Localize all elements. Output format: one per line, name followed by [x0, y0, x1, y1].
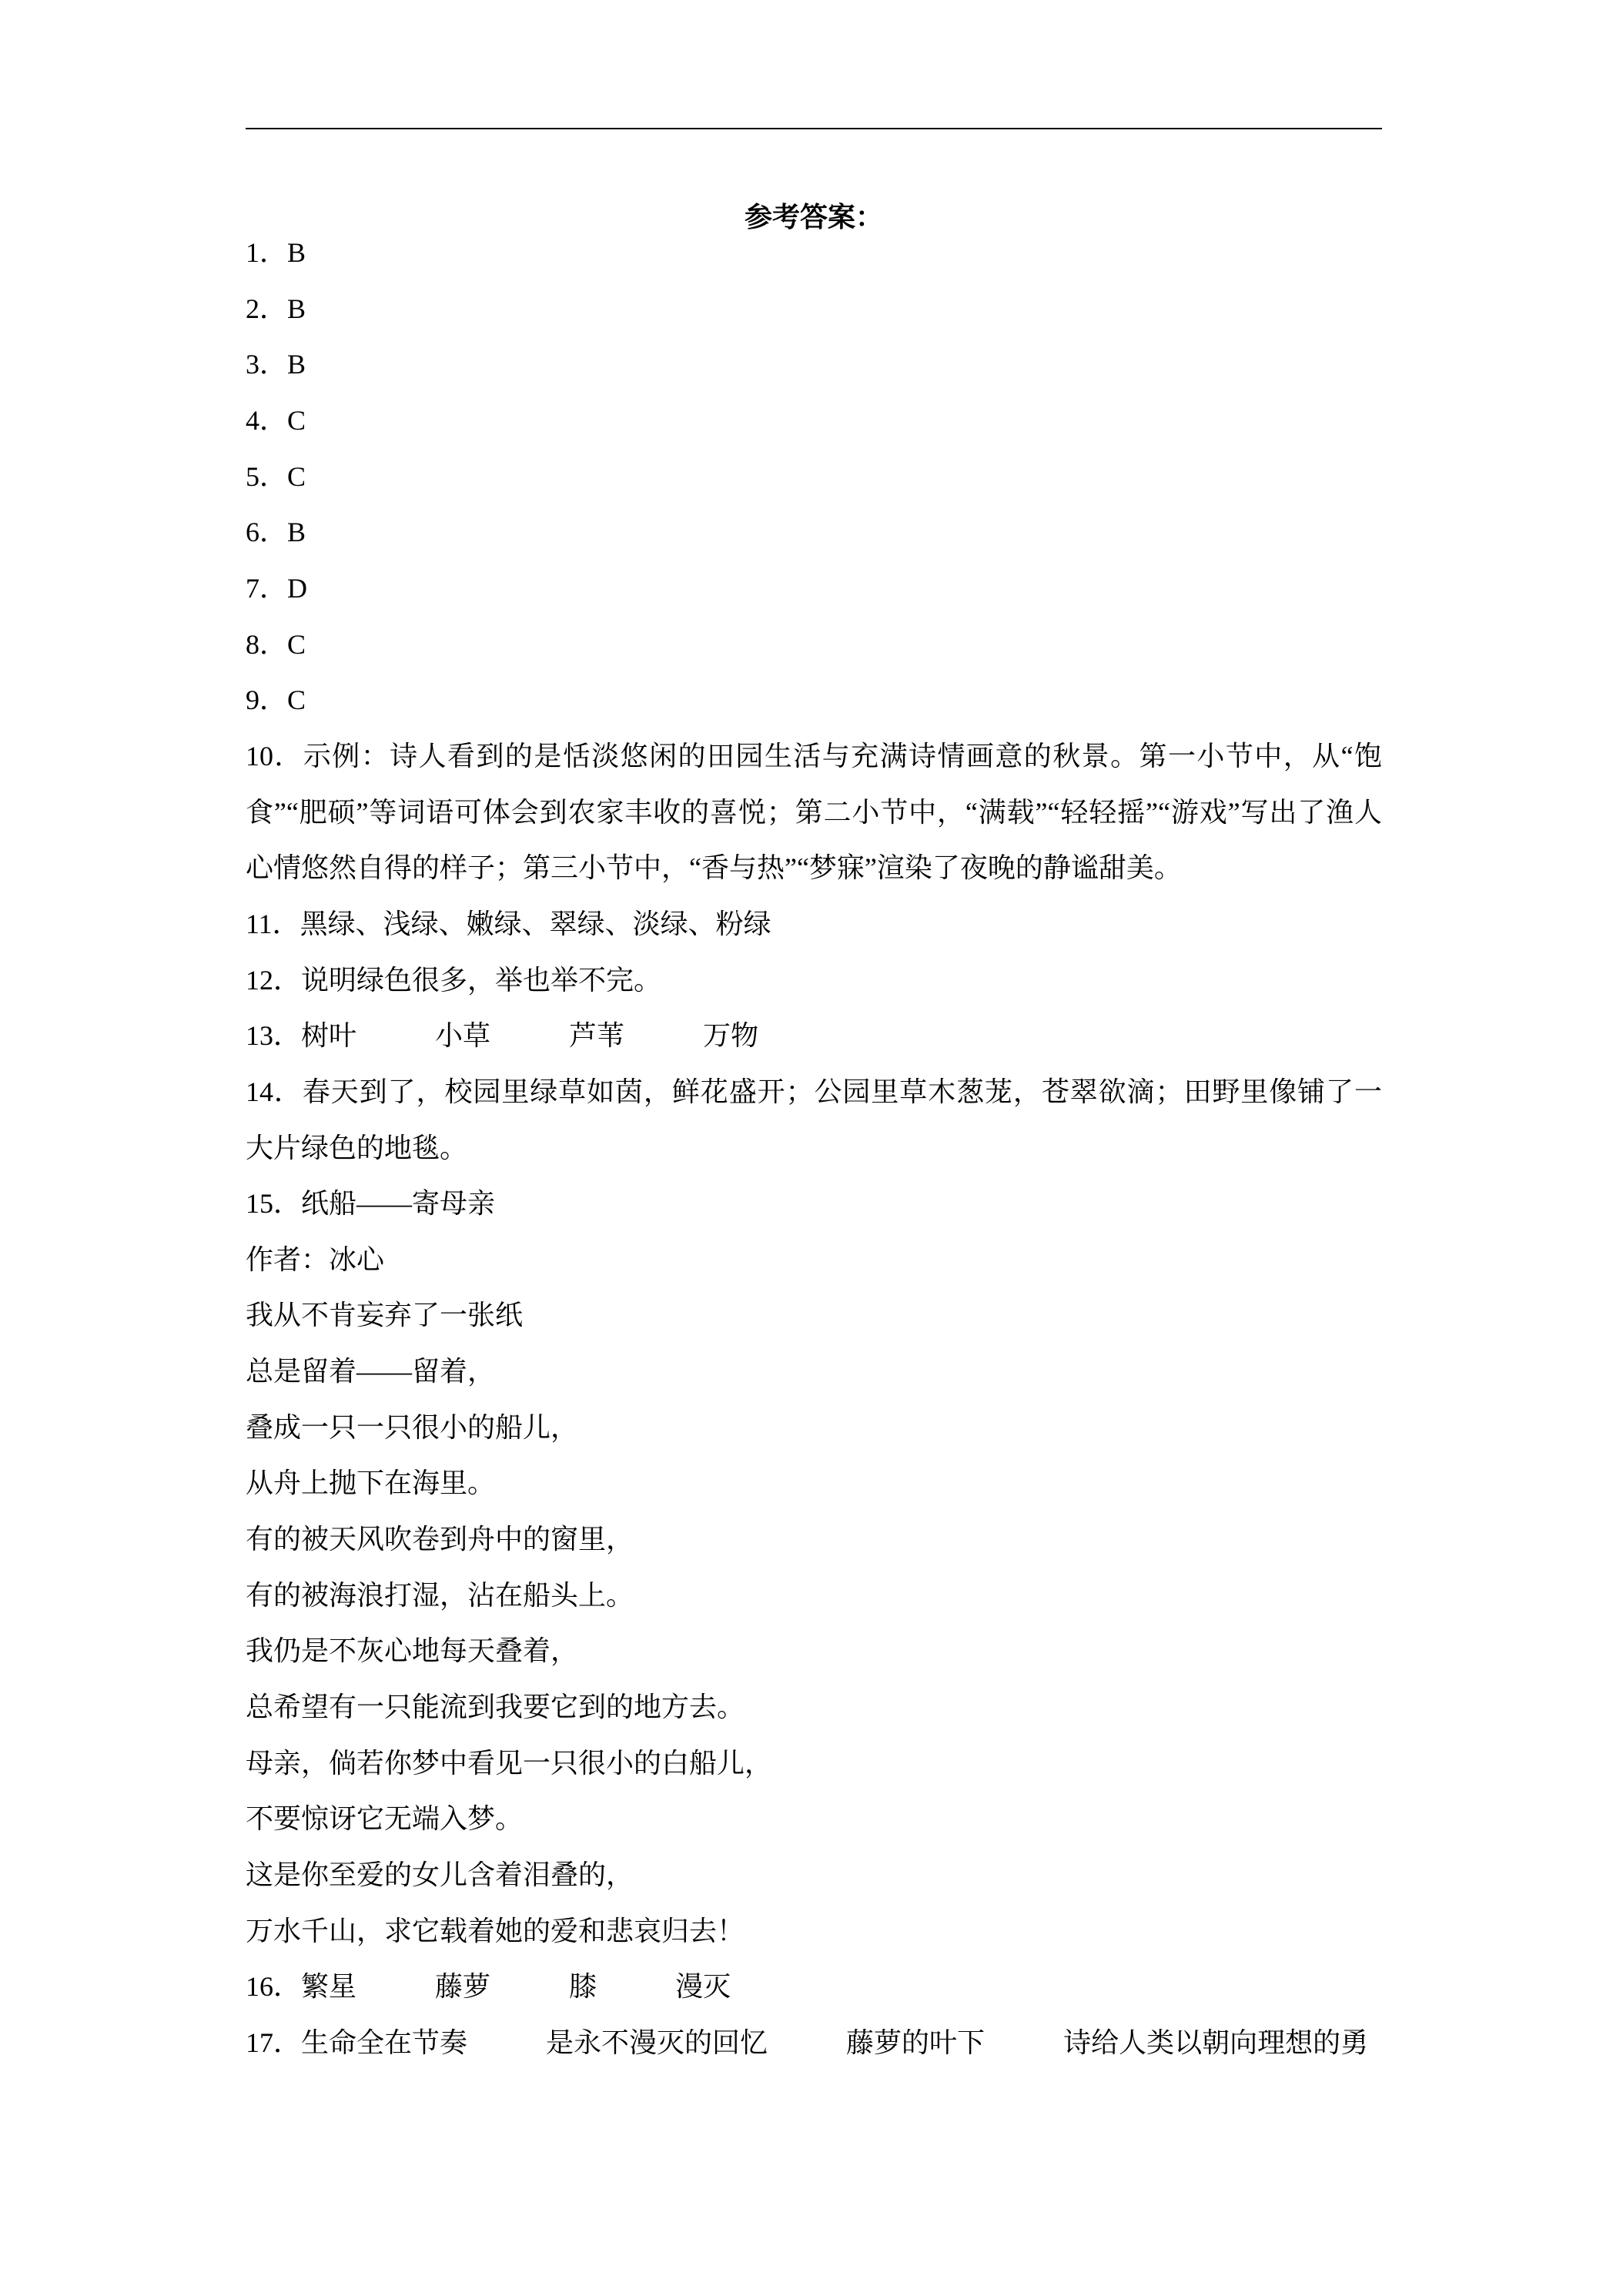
answer-item-14-continued	[246, 1120, 1382, 1176]
answer-number: 15．	[246, 1188, 302, 1220]
answer-number: 5．	[246, 460, 288, 492]
answer-text: C	[287, 684, 306, 716]
answer-item-9	[246, 672, 1382, 728]
poem-title: 纸船——寄母亲	[301, 1188, 496, 1220]
poem-line: 作者：冰心	[246, 1243, 385, 1275]
answer-item-13	[246, 1008, 1382, 1064]
poem-line-text: 叠成一只一只很小的船儿，	[246, 1411, 579, 1443]
blank-answer: 藤萝	[435, 1971, 491, 2003]
poem-line-text: 母亲，倘若你梦中看见一只很小的白船儿，	[246, 1747, 773, 1779]
answer-text: B	[287, 237, 306, 268]
answer-text: B	[287, 517, 306, 548]
answer-number: 2．	[246, 293, 288, 324]
blank-answer: 繁星	[301, 1971, 357, 2003]
answer-text: B	[287, 349, 306, 380]
blank-answer: 树叶	[301, 1020, 357, 1052]
answer-item-2	[246, 281, 1382, 337]
answer-text: B	[287, 293, 306, 324]
poem-line-text: 有的被天风吹卷到舟中的窗里，	[246, 1524, 634, 1555]
answer-text-line: 春天到了，校园里绿草如茵，鲜花盛开；公园里草木葱茏，苍翠欲滴；田野里像铺了一	[302, 1076, 1382, 1107]
answer-item-10-continued	[246, 840, 1382, 896]
answer-number: 3．	[246, 349, 288, 380]
answer-number: 12．	[246, 964, 302, 996]
answer-number: 16．	[246, 1971, 302, 2003]
poem-line	[246, 1623, 1382, 1679]
answer-text-line: 大片绿色的地毯。	[246, 1132, 468, 1163]
poem-line-text: 万水千山，求它载着她的爱和悲哀归去！	[246, 1915, 745, 1946]
answer-number: 9．	[246, 684, 288, 716]
answer-text-line: 示例：诗人看到的是恬淡悠闲的田园生活与充满诗情画意的秋景。第一小节中，从“饱	[303, 740, 1382, 771]
answer-item-5	[246, 449, 1382, 505]
poem-line	[246, 1679, 1382, 1735]
answer-number: 10．	[246, 740, 303, 771]
poem-line-text: 从舟上抛下在海里。	[246, 1468, 496, 1499]
answer-list	[246, 225, 1382, 2071]
answer-text: 说明绿色很多，举也举不完。	[301, 964, 662, 996]
answer-number: 11．	[246, 908, 300, 939]
answer-number: 1．	[246, 237, 288, 268]
poem-line-text: 这是你至爱的女儿含着泪叠的，	[246, 1859, 634, 1891]
answer-text: 黑绿、浅绿、嫩绿、翠绿、淡绿、粉绿	[300, 908, 771, 939]
answer-item-3	[246, 336, 1382, 393]
answer-number: 4．	[246, 404, 288, 436]
blank-answer: 膝	[569, 1971, 597, 2003]
answer-item-7	[246, 561, 1382, 617]
answer-item-10-continued	[246, 785, 1382, 841]
answer-item-16	[246, 1959, 1382, 2015]
poem-line	[246, 1903, 1382, 1960]
poem-line	[246, 1847, 1382, 1903]
answer-item-4	[246, 393, 1382, 449]
poem-line-text: 我仍是不灰心地每天叠着，	[246, 1635, 579, 1667]
answer-item-6	[246, 504, 1382, 561]
poem-line-text: 总是留着——留着，	[246, 1356, 496, 1387]
blank-answer: 生命全在节奏	[301, 2027, 468, 2058]
blank-answer: 万物	[703, 1020, 759, 1052]
answer-number: 6．	[246, 517, 288, 548]
answer-text-line: 食”“肥硕”等词语可体会到农家丰收的喜悦；第二小节中，“满载”“轻轻摇”“游戏”写出了渔人	[246, 796, 1382, 828]
answer-text: C	[287, 460, 306, 492]
header-rule	[246, 128, 1382, 129]
poem-line	[246, 1400, 1382, 1456]
answer-text: C	[287, 404, 306, 436]
answer-number: 14．	[246, 1076, 303, 1107]
answer-number: 17．	[246, 2027, 302, 2058]
answer-item-14	[246, 1064, 1382, 1120]
answer-number: 13．	[246, 1020, 302, 1052]
poem-line	[246, 1791, 1382, 1847]
poem-line	[246, 1287, 1382, 1344]
answer-text-line: 心情悠然自得的样子；第三小节中，“香与热”“梦寐”渲染了夜晚的静谧甜美。	[246, 852, 1182, 884]
answer-text: D	[287, 572, 308, 604]
answer-item-17	[246, 2015, 1382, 2071]
answer-item-8	[246, 617, 1382, 673]
poem-author	[246, 1232, 1382, 1288]
poem-line	[246, 1344, 1382, 1400]
poem-line	[246, 1511, 1382, 1568]
blank-answer: 小草	[435, 1020, 491, 1052]
answer-item-12	[246, 952, 1382, 1009]
blank-answer: 漫灭	[675, 1971, 731, 2003]
poem-line-text: 有的被海浪打湿，沾在船头上。	[246, 1579, 634, 1611]
poem-line	[246, 1735, 1382, 1792]
blank-answer: 藤萝的叶下	[846, 2027, 986, 2058]
answer-number: 8．	[246, 628, 288, 660]
poem-line	[246, 1455, 1382, 1511]
answer-item-11	[246, 896, 1382, 952]
blank-answer: 诗给人类以朝向理想的勇	[1063, 2027, 1369, 2058]
blank-answer: 芦苇	[569, 1020, 625, 1052]
answer-number: 7．	[246, 572, 288, 604]
answer-item-10	[246, 728, 1382, 785]
poem-line	[246, 1568, 1382, 1624]
blank-answer: 是永不漫灭的回忆	[546, 2027, 768, 2058]
answer-item-15	[246, 1176, 1382, 1232]
poem-line-text: 我从不肯妄弃了一张纸	[246, 1300, 524, 1331]
answer-item-1	[246, 225, 1382, 281]
poem-line-text: 总希望有一只能流到我要它到的地方去。	[246, 1692, 745, 1723]
poem-line-text: 不要惊讶它无端入梦。	[246, 1803, 524, 1835]
page-title: 参考答案：	[744, 202, 883, 233]
answer-text: C	[287, 628, 306, 660]
